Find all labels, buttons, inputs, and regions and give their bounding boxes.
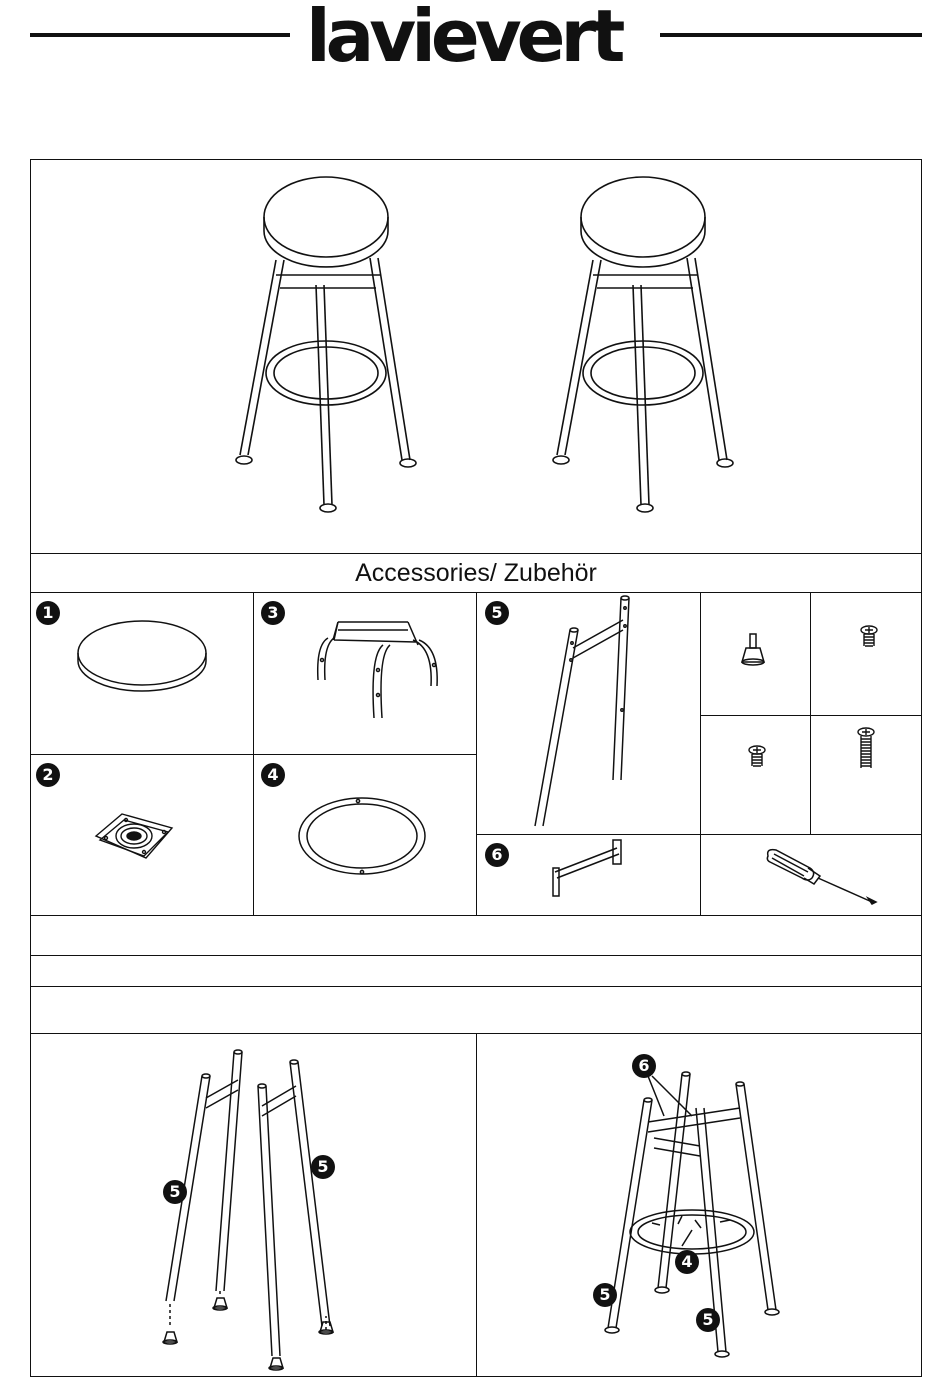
small-screw-icon xyxy=(746,744,768,770)
text-row-2 xyxy=(30,955,922,987)
header-rule-left xyxy=(30,33,290,37)
part-number-badge-2: 2 xyxy=(36,763,60,787)
top-frame-icon xyxy=(298,600,443,720)
step2-frame-assembly-illustration xyxy=(600,1060,790,1360)
part-number-badge-3: 3 xyxy=(261,601,285,625)
step2-callout-part-5-left: 5 xyxy=(593,1283,617,1307)
long-screw-icon xyxy=(855,727,877,773)
foot-pad-icon xyxy=(736,632,772,668)
seat-icon xyxy=(75,615,210,695)
step2-callout-part-6: 6 xyxy=(632,1054,656,1078)
accessories-title: Accessories/ Zubehör xyxy=(30,553,922,593)
step1-leg-assembly-illustration xyxy=(150,1046,370,1371)
small-screw-icon xyxy=(858,624,880,650)
part-number-badge-5: 5 xyxy=(485,601,509,625)
text-row-1 xyxy=(30,915,922,956)
stool-left xyxy=(236,177,416,512)
step2-callout-part-4: 4 xyxy=(675,1250,699,1274)
swivel-plate-icon xyxy=(92,810,176,862)
step1-callout-part-5-left: 5 xyxy=(163,1180,187,1204)
leg-pair-icon xyxy=(525,598,645,830)
stool-right xyxy=(553,177,733,512)
cross-brace-icon xyxy=(545,838,625,900)
screwdriver-icon xyxy=(764,846,880,906)
foot-ring-icon xyxy=(296,794,428,878)
step1-callout-part-5-right: 5 xyxy=(311,1155,335,1179)
part-number-badge-6: 6 xyxy=(485,843,509,867)
part-number-badge-4: 4 xyxy=(261,763,285,787)
part-number-badge-1: 1 xyxy=(36,601,60,625)
hardware-cell-small-screw-b xyxy=(700,715,811,835)
text-row-3 xyxy=(30,986,922,1034)
hardware-cell-small-screw-a xyxy=(810,592,922,716)
hero-stools-illustration xyxy=(30,160,922,553)
brand-logo xyxy=(306,0,642,78)
header-rule-right xyxy=(660,33,922,37)
brand-logo-text: lavievert xyxy=(306,0,621,78)
step2-callout-part-5-right: 5 xyxy=(696,1308,720,1332)
